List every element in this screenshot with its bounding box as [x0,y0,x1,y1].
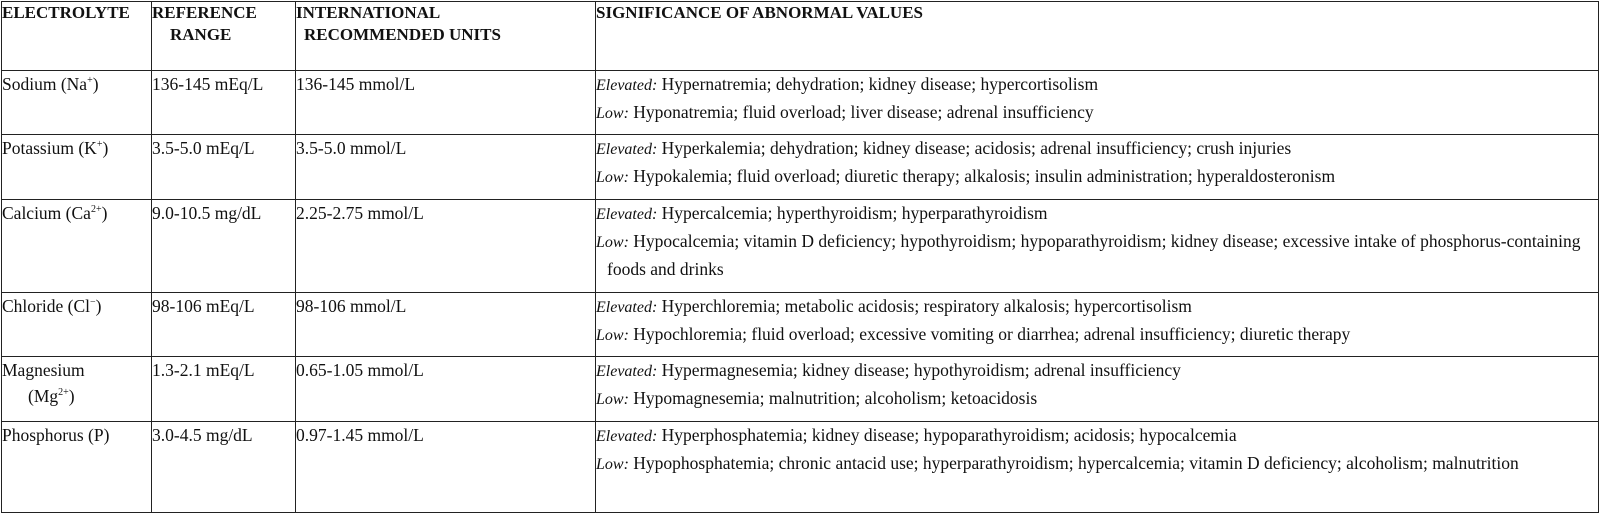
elevated-line [596,293,1598,321]
significance-cell [596,357,1599,421]
elevated-label: Elevated: [596,141,658,159]
header-reference-range [152,2,296,71]
elevated-text: Hyperchloremia; metabolic acidosis; respiratory alkalosis; hypercortisolism [661,296,1192,317]
elevated-label: Elevated: [596,363,658,381]
reference-range-value: 3.5-5.0 mEq/L [152,138,255,159]
international-units-cell [296,357,596,421]
table-row-calcium [2,199,1599,293]
elevated-text: Hypernatremia; dehydration; kidney disease; hypercortisolism [661,74,1099,94]
low-label: Low: [596,455,629,473]
elevated-text: Hyperkalemia; dehydration; kidney disease; acidosis; adrenal insufficiency; crush injuries [661,138,1292,159]
elevated-line [596,357,1598,385]
elevated-text: Hyperphosphatemia; kidney disease; hypoparathyroidism; acidosis; hypocalcemia [661,424,1237,445]
table-row-sodium [2,71,1599,135]
reference-range-cell [152,199,296,293]
low-label: Low: [596,169,629,187]
significance-cell [596,293,1599,357]
international-units-cell [296,71,596,135]
elevated-label: Elevated: [596,77,658,94]
significance-cell [596,199,1599,293]
electrolyte-charge: − [89,297,96,309]
table-row-chloride [2,293,1599,357]
header-significance-label: SIGNIFICANCE OF ABNORMAL VALUES [596,3,924,22]
reference-range-cell [152,135,296,199]
electrolyte-name-cell [2,71,152,135]
low-label: Low: [596,327,629,345]
low-label: Low: [596,391,629,409]
electrolyte-name-suffix: ) [102,138,109,159]
electrolyte-name-suffix: ) [92,74,99,94]
reference-range-value: 9.0-10.5 mg/dL [152,202,262,223]
electrolyte-table [1,1,1599,513]
electrolyte-name: Sodium (Na [2,74,88,94]
electrolyte-name-cell [2,357,152,421]
electrolyte-symbol: (Mg [28,386,59,407]
elevated-line [596,135,1598,163]
low-line [596,385,1598,413]
electrolyte-name-suffix: ) [95,296,102,317]
electrolyte-name-line2 [2,383,151,409]
significance-cell [596,135,1599,199]
electrolyte-charge: + [87,75,93,87]
low-line [596,321,1598,349]
elevated-line [596,200,1598,228]
reference-range-value: 136-145 mEq/L [152,74,264,94]
electrolyte-name: Chloride (Cl [2,296,90,317]
header-reference-range-line2: RANGE [170,25,232,44]
header-electrolyte-label: ELECTROLYTE [2,3,130,22]
international-units-cell [296,199,596,293]
low-text: Hypomagnesemia; malnutrition; alcoholism; ketoacidosis [633,388,1038,409]
electrolyte-name-cell [2,421,152,512]
low-label: Low: [596,105,629,122]
reference-range-cell [152,357,296,421]
significance-cell [596,71,1599,135]
header-international-units-line1: INTERNATIONAL [296,3,441,22]
international-units-cell [296,421,596,512]
reference-range-value: 3.0-4.5 mg/dL [152,424,253,445]
reference-range-cell [152,71,296,135]
low-text: Hypochloremia; fluid overload; excessive vomiting or diarrhea; adrenal insufficiency; diuretic therapy [633,324,1351,345]
elevated-label: Elevated: [596,427,658,445]
electrolyte-name: Potassium (K [2,138,97,159]
international-units-value: 3.5-5.0 mmol/L [296,138,407,159]
table-row-phosphorus [2,421,1599,512]
elevated-label: Elevated: [596,205,658,223]
low-text: Hypophosphatemia; chronic antacid use; hyperparathyroidism; hypercalcemia; vitamin D deficiency; alcoholism; malnutrition [633,452,1519,473]
header-significance [596,2,1599,71]
table-row-potassium [2,135,1599,199]
header-reference-range-line1: REFERENCE [152,3,257,22]
electrolyte-name: Calcium (Ca [2,202,91,223]
reference-range-value: 1.3-2.1 mEq/L [152,360,255,381]
table-body [2,71,1599,513]
elevated-label: Elevated: [596,299,658,317]
electrolyte-name-suffix: ) [68,386,75,407]
electrolyte-name-cell [2,199,152,293]
elevated-line [596,422,1598,450]
low-text: Hypocalcemia; vitamin D deficiency; hypothyroidism; hypoparathyroidism; kidney disease; excessive intake of phosphorus-containing foods and drinks [607,230,1581,279]
table-row-magnesium [2,357,1599,421]
elevated-text: Hypercalcemia; hyperthyroidism; hyperparathyroidism [661,202,1048,223]
international-units-cell [296,293,596,357]
electrolyte-name: Phosphorus (P) [2,424,110,445]
electrolyte-name-cell [2,135,152,199]
elevated-line [596,71,1598,99]
low-line [596,163,1598,191]
header-electrolyte [2,2,152,71]
elevated-text: Hypermagnesemia; kidney disease; hypothyroidism; adrenal insufficiency [661,360,1181,381]
international-units-value: 0.65-1.05 mmol/L [296,360,424,381]
low-line [596,228,1598,282]
header-international-units-line2: RECOMMENDED UNITS [304,25,501,44]
low-text: Hyponatremia; fluid overload; liver disease; adrenal insufficiency [633,102,1094,122]
international-units-value: 0.97-1.45 mmol/L [296,424,424,445]
international-units-value: 98-106 mmol/L [296,296,407,317]
electrolyte-charge: 2+ [90,203,102,215]
electrolyte-name-suffix: ) [101,202,108,223]
header-international-units [296,2,596,71]
low-line [596,450,1598,478]
electrolyte-name: Magnesium [2,360,85,381]
international-units-cell [296,135,596,199]
electrolyte-name-cell [2,293,152,357]
low-text: Hypokalemia; fluid overload; diuretic therapy; alkalosis; insulin administration; hyperaldosteronism [633,166,1336,187]
header-row [2,2,1599,71]
electrolyte-charge: + [96,139,103,151]
reference-range-cell [152,421,296,512]
table-header [2,2,1599,71]
significance-cell [596,421,1599,512]
reference-range-cell [152,293,296,357]
low-label: Low: [596,233,629,251]
reference-range-value: 98-106 mEq/L [152,296,255,317]
international-units-value: 2.25-2.75 mmol/L [296,202,424,223]
international-units-value: 136-145 mmol/L [296,74,416,94]
electrolyte-charge: 2+ [58,387,69,399]
low-line [596,99,1598,127]
